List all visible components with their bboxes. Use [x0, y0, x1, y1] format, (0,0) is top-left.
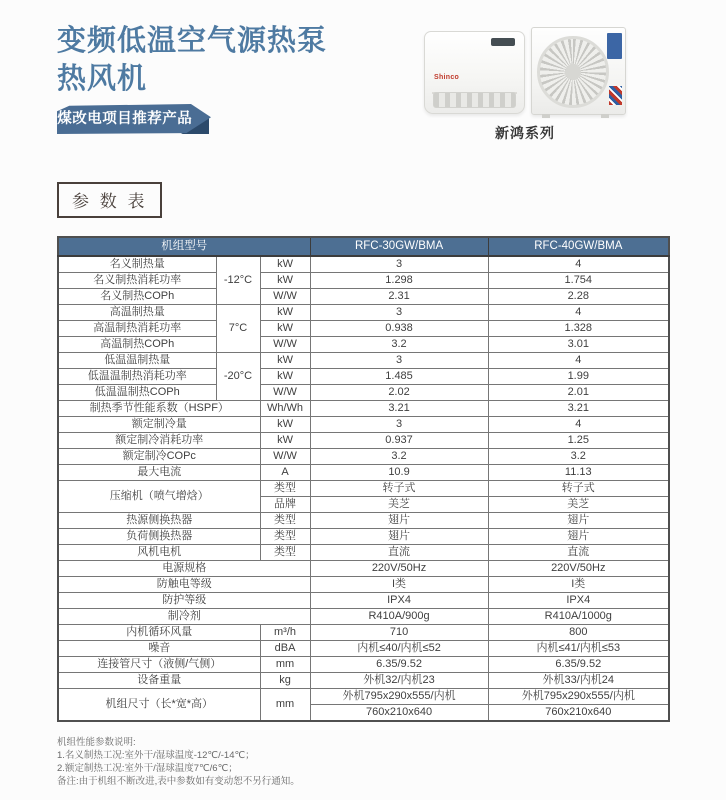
- value-cell: 4: [488, 256, 669, 273]
- table-row: [58, 561, 669, 577]
- unit-cell: 类型: [260, 545, 310, 561]
- footnotes: [57, 736, 657, 788]
- table-row: [58, 689, 669, 705]
- unit-cell: kW: [260, 353, 310, 369]
- value-cell: R410A/1000g: [488, 609, 669, 625]
- unit-cell: mm: [260, 657, 310, 673]
- value-cell: IPX4: [488, 593, 669, 609]
- value-cell: 内机≤40/内机≤52: [310, 641, 488, 657]
- unit-cell: kg: [260, 673, 310, 689]
- value-cell: I类: [488, 577, 669, 593]
- value-cell: 4: [488, 305, 669, 321]
- spec-label-cell: 最大电流: [58, 465, 260, 481]
- value-cell: 3.01: [488, 337, 669, 353]
- value-cell: 3: [310, 256, 488, 273]
- unit-cell: kW: [260, 256, 310, 273]
- spec-label-cell: 额定制冷量: [58, 417, 260, 433]
- value-cell: 6.35/9.52: [310, 657, 488, 673]
- value-cell: 220V/50Hz: [488, 561, 669, 577]
- page-title-line2: 热风机: [57, 63, 148, 95]
- spec-label-cell: 负荷侧换热器: [58, 529, 260, 545]
- spec-label-cell: 压缩机（喷气增焓）: [58, 481, 260, 513]
- indoor-unit-image: [424, 31, 525, 114]
- spec-label-cell: 内机循环风量: [58, 625, 260, 641]
- table-row: [58, 465, 669, 481]
- value-cell: 1.25: [488, 433, 669, 449]
- value-cell: 外机33/内机24: [488, 673, 669, 689]
- spec-label-cell: 额定制冷COPc: [58, 449, 260, 465]
- value-cell: 1.328: [488, 321, 669, 337]
- spec-label-cell: 高温制热COPh: [58, 337, 216, 353]
- spec-table-body: [58, 256, 669, 721]
- value-cell: 3: [310, 417, 488, 433]
- footnote-line: 2.额定制热工况:室外干/湿球温度7℃/6℃；: [57, 763, 238, 774]
- value-cell: I类: [310, 577, 488, 593]
- table-row: [58, 449, 669, 465]
- unit-cell: W/W: [260, 385, 310, 401]
- page-title-line1: 变频低温空气源热泵: [57, 25, 328, 57]
- table-row: [58, 625, 669, 641]
- value-cell: 220V/50Hz: [310, 561, 488, 577]
- value-cell: 760x210x640: [488, 705, 669, 722]
- footnote-line: 1.名义制热工况:室外干/湿球温度-12℃/-14℃；: [57, 750, 255, 761]
- unit-cell: 类型: [260, 513, 310, 529]
- spec-label-cell: 高温制热量: [58, 305, 216, 321]
- shinco-logo: Shinco: [434, 74, 460, 81]
- badge-label: 煤改电项目推荐产品: [57, 111, 193, 127]
- table-row: [58, 577, 669, 593]
- unit-cell: kW: [260, 369, 310, 385]
- spec-label-cell: 机组尺寸（长*宽*高）: [58, 689, 260, 722]
- outdoor-foot: [542, 114, 550, 118]
- spec-label-cell: 低温温制热量: [58, 353, 216, 369]
- spec-label-cell: 高温制热消耗功率: [58, 321, 216, 337]
- value-cell: 外机795x290x555/内机: [310, 689, 488, 705]
- condition-cell: -20°C: [216, 353, 260, 401]
- value-cell: 翅片: [488, 513, 669, 529]
- spec-label-cell: 热源侧换热器: [58, 513, 260, 529]
- spec-label-cell: 防触电等级: [58, 577, 310, 593]
- value-cell: 3.2: [310, 337, 488, 353]
- unit-cell: kW: [260, 417, 310, 433]
- outdoor-logo-plate: [607, 33, 622, 59]
- table-row: [58, 513, 669, 529]
- outdoor-emblem: [609, 86, 622, 105]
- spec-label-cell: 连接管尺寸（液侧/气侧）: [58, 657, 260, 673]
- value-cell: 3.2: [488, 449, 669, 465]
- value-cell: 3.2: [310, 449, 488, 465]
- value-cell: 美芝: [310, 497, 488, 513]
- table-row: [58, 401, 669, 417]
- unit-cell: W/W: [260, 449, 310, 465]
- recommendation-badge: [57, 104, 211, 134]
- indoor-unit-grille: [433, 92, 516, 108]
- value-cell: 直流: [488, 545, 669, 561]
- spec-label-cell: 噪音: [58, 641, 260, 657]
- table-row: [58, 369, 669, 385]
- value-cell: 4: [488, 353, 669, 369]
- unit-cell: kW: [260, 273, 310, 289]
- params-section-title: 参 数 表: [57, 182, 162, 218]
- outdoor-fan-icon: [537, 36, 609, 108]
- unit-cell: kW: [260, 433, 310, 449]
- table-row: [58, 593, 669, 609]
- condition-cell: 7°C: [216, 305, 260, 353]
- spec-label-cell: 名义制热COPh: [58, 289, 216, 305]
- value-cell: 800: [488, 625, 669, 641]
- spec-label-cell: 风机电机: [58, 545, 260, 561]
- value-cell: 2.31: [310, 289, 488, 305]
- unit-cell: kW: [260, 305, 310, 321]
- table-row: [58, 337, 669, 353]
- value-cell: 3.21: [310, 401, 488, 417]
- table-row: [58, 545, 669, 561]
- series-label: 新鸿系列: [495, 125, 555, 141]
- footnote-heading: 机组性能参数说明:: [57, 737, 136, 748]
- value-cell: 美芝: [488, 497, 669, 513]
- spec-label-cell: 低温温制热COPh: [58, 385, 216, 401]
- spec-label-cell: 低温温制热消耗功率: [58, 369, 216, 385]
- value-cell: 760x210x640: [310, 705, 488, 722]
- value-cell: 转子式: [488, 481, 669, 497]
- spec-label-cell: 电源规格: [58, 561, 310, 577]
- table-row: [58, 353, 669, 369]
- model-b-header-cell: RFC-40GW/BMA: [488, 237, 669, 256]
- value-cell: 2.28: [488, 289, 669, 305]
- spec-label-cell: 名义制热量: [58, 256, 216, 273]
- table-row: [58, 529, 669, 545]
- model-header-cell: 机组型号: [58, 237, 310, 256]
- value-cell: 内机≤41/内机≤53: [488, 641, 669, 657]
- table-row: [58, 256, 669, 273]
- value-cell: 1.99: [488, 369, 669, 385]
- value-cell: 外机795x290x555/内机: [488, 689, 669, 705]
- table-row: [58, 305, 669, 321]
- unit-cell: m³/h: [260, 625, 310, 641]
- value-cell: 10.9: [310, 465, 488, 481]
- value-cell: 11.13: [488, 465, 669, 481]
- unit-cell: mm: [260, 689, 310, 722]
- value-cell: 翅片: [488, 529, 669, 545]
- unit-cell: 品牌: [260, 497, 310, 513]
- value-cell: R410A/900g: [310, 609, 488, 625]
- table-header-row: [58, 237, 669, 256]
- table-row: [58, 433, 669, 449]
- spec-table: [57, 236, 670, 722]
- value-cell: 0.937: [310, 433, 488, 449]
- spec-label-cell: 额定制冷消耗功率: [58, 433, 260, 449]
- spec-label-cell: 防护等级: [58, 593, 310, 609]
- spec-label-cell: 制冷剂: [58, 609, 310, 625]
- model-a-header-cell: RFC-30GW/BMA: [310, 237, 488, 256]
- value-cell: 710: [310, 625, 488, 641]
- value-cell: 1.754: [488, 273, 669, 289]
- value-cell: 翅片: [310, 529, 488, 545]
- condition-cell: -12°C: [216, 256, 260, 305]
- spec-label-cell: 名义制热消耗功率: [58, 273, 216, 289]
- table-row: [58, 417, 669, 433]
- outdoor-unit-image: [531, 27, 626, 115]
- table-row: [58, 609, 669, 625]
- table-row: [58, 673, 669, 689]
- spec-label-cell: 设备重量: [58, 673, 260, 689]
- unit-cell: dBA: [260, 641, 310, 657]
- value-cell: 1.485: [310, 369, 488, 385]
- table-row: [58, 641, 669, 657]
- table-row: [58, 273, 669, 289]
- value-cell: 转子式: [310, 481, 488, 497]
- page-title: [57, 22, 437, 98]
- table-row: [58, 321, 669, 337]
- unit-cell: kW: [260, 321, 310, 337]
- unit-cell: Wh/Wh: [260, 401, 310, 417]
- value-cell: 2.02: [310, 385, 488, 401]
- value-cell: 2.01: [488, 385, 669, 401]
- value-cell: 4: [488, 417, 669, 433]
- value-cell: 3: [310, 353, 488, 369]
- unit-cell: W/W: [260, 337, 310, 353]
- spec-label-cell: 制热季节性能系数（HSPF）: [58, 401, 260, 417]
- unit-cell: 类型: [260, 529, 310, 545]
- indoor-unit-display: [491, 38, 515, 46]
- value-cell: 3: [310, 305, 488, 321]
- table-row: [58, 385, 669, 401]
- footnote-line: 备注:由于机组不断改进,表中参数如有变动恕不另行通知。: [57, 776, 300, 787]
- unit-cell: 类型: [260, 481, 310, 497]
- table-row: [58, 289, 669, 305]
- table-row: [58, 481, 669, 497]
- value-cell: 1.298: [310, 273, 488, 289]
- value-cell: 3.21: [488, 401, 669, 417]
- value-cell: IPX4: [310, 593, 488, 609]
- value-cell: 6.35/9.52: [488, 657, 669, 673]
- value-cell: 直流: [310, 545, 488, 561]
- unit-cell: A: [260, 465, 310, 481]
- value-cell: 外机32/内机23: [310, 673, 488, 689]
- table-row: [58, 657, 669, 673]
- value-cell: 翅片: [310, 513, 488, 529]
- unit-cell: W/W: [260, 289, 310, 305]
- value-cell: 0.938: [310, 321, 488, 337]
- outdoor-foot: [601, 114, 609, 118]
